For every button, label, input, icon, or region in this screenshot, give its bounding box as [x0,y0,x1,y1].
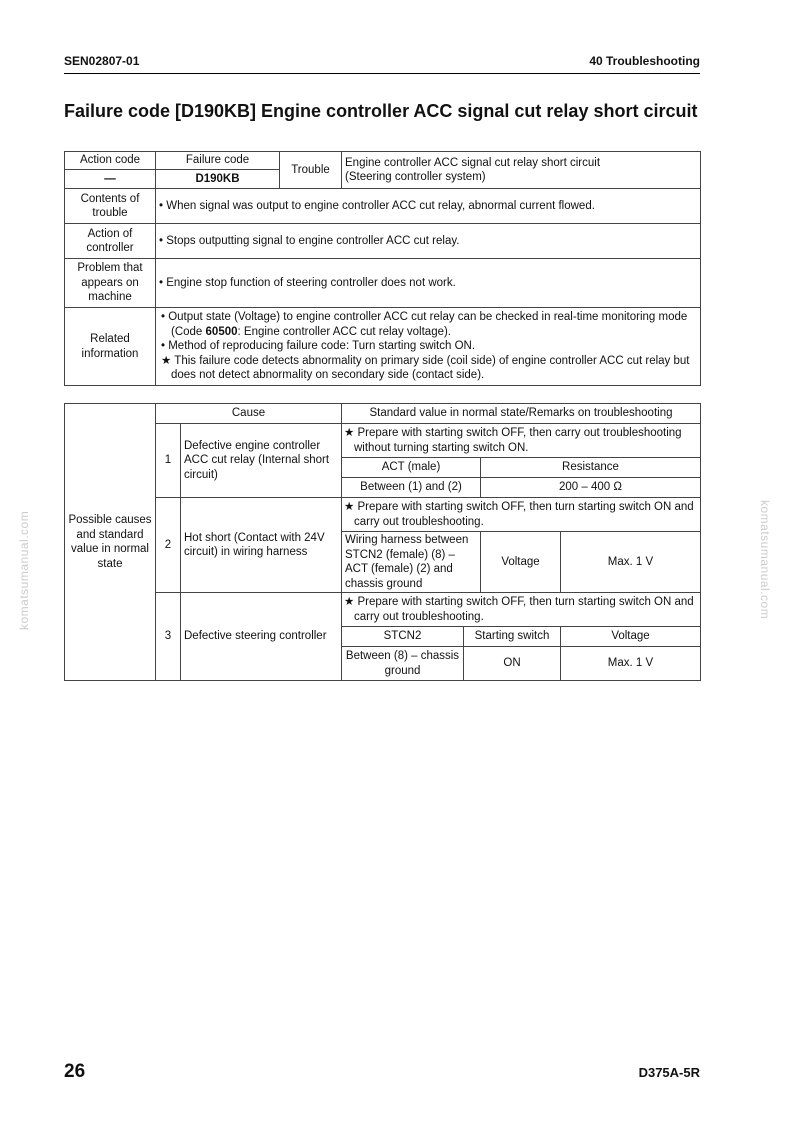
related-info-value [156,308,701,386]
failure-info-table [64,151,701,386]
causes-table [64,403,701,681]
page-number: 26 [64,1061,86,1082]
connector-header: ACT (male) [342,458,481,478]
cause-number: 1 [156,424,181,498]
problem-label: Problem that appears on machine [65,259,156,308]
cause-number: 3 [156,593,181,681]
failure-code-value: D190KB [156,170,280,189]
problem-value: • Engine stop function of steering controller does not work. [156,259,701,308]
model-name: D375A-5R [638,1065,700,1080]
failure-code-label: Failure code [156,152,280,170]
related-item-1: • Output state (Voltage) to engine controller ACC cut relay can be checked in real-time monitoring mode (Code 60500: Engine controller ACC cut relay voltage). [161,311,688,338]
cause-column-header: Cause [156,404,342,424]
trouble-label: Trouble [280,152,342,189]
header-rule [64,73,700,74]
cause-description: Defective engine controller ACC cut relay (Internal short circuit) [181,424,342,498]
watermark-left: komatsumanual.com [17,510,31,630]
switch-state: ON [464,647,561,681]
measurement-point: Between (8) – chassis ground [342,647,464,681]
standard-value: 200 – 400 Ω [481,478,701,498]
standard-column-header: Standard value in normal state/Remarks on troubleshooting [342,404,701,424]
document-code: SEN02807-01 [64,54,140,68]
preparation-note: ★ Prepare with starting switch OFF, then carry out troubleshooting without turning starting switch ON. [342,424,701,458]
trouble-line-1: Engine controller ACC signal cut relay short circuit [345,156,601,169]
action-of-controller-value: • Stops outputting signal to engine controller ACC cut relay. [156,224,701,259]
connector-header: STCN2 [342,627,464,647]
standard-value: Max. 1 V [561,647,701,681]
standard-value: Max. 1 V [561,532,701,593]
measurement-point: Between (1) and (2) [342,478,481,498]
contents-value: • When signal was output to engine controller ACC cut relay, abnormal current flowed. [156,189,701,224]
starting-switch-header: Starting switch [464,627,561,647]
harness-description: Wiring harness between STCN2 (female) (8) – ACT (female) (2) and chassis ground [342,532,481,593]
action-code-label: Action code [65,152,156,170]
cause-description: Defective steering controller [181,593,342,681]
related-info-label: Related information [65,308,156,386]
measurement-type: Voltage [481,532,561,593]
voltage-header: Voltage [561,627,701,647]
page-title: Failure code [D190KB] Engine controller ACC signal cut relay short circuit [64,101,698,121]
preparation-note: ★ Prepare with starting switch OFF, then turn starting switch ON and carry out troubleshooting. [342,498,701,532]
resistance-header: Resistance [481,458,701,478]
action-code-value: — [65,170,156,189]
related-item-3: ★ This failure code detects abnormality on primary side (coil side) of engine controller ACC cut relay but does not detect abnormality on secondary side (contact side). [161,354,690,382]
watermark-right: komatsumanual.com [758,500,772,620]
possible-causes-label: Possible causes and standard value in normal state [65,404,156,681]
preparation-note: ★ Prepare with starting switch OFF, then turn starting switch ON and carry out troubleshooting. [342,593,701,627]
contents-label: Contents of trouble [65,189,156,224]
cause-description: Hot short (Contact with 24V circuit) in wiring harness [181,498,342,593]
section-title: 40 Troubleshooting [589,54,700,68]
trouble-description [342,152,701,189]
cause-number: 2 [156,498,181,593]
trouble-line-2: (Steering controller system) [345,171,486,183]
action-of-controller-label: Action of controller [65,224,156,259]
related-item-2: • Method of reproducing failure code: Turn starting switch ON. [161,340,476,353]
